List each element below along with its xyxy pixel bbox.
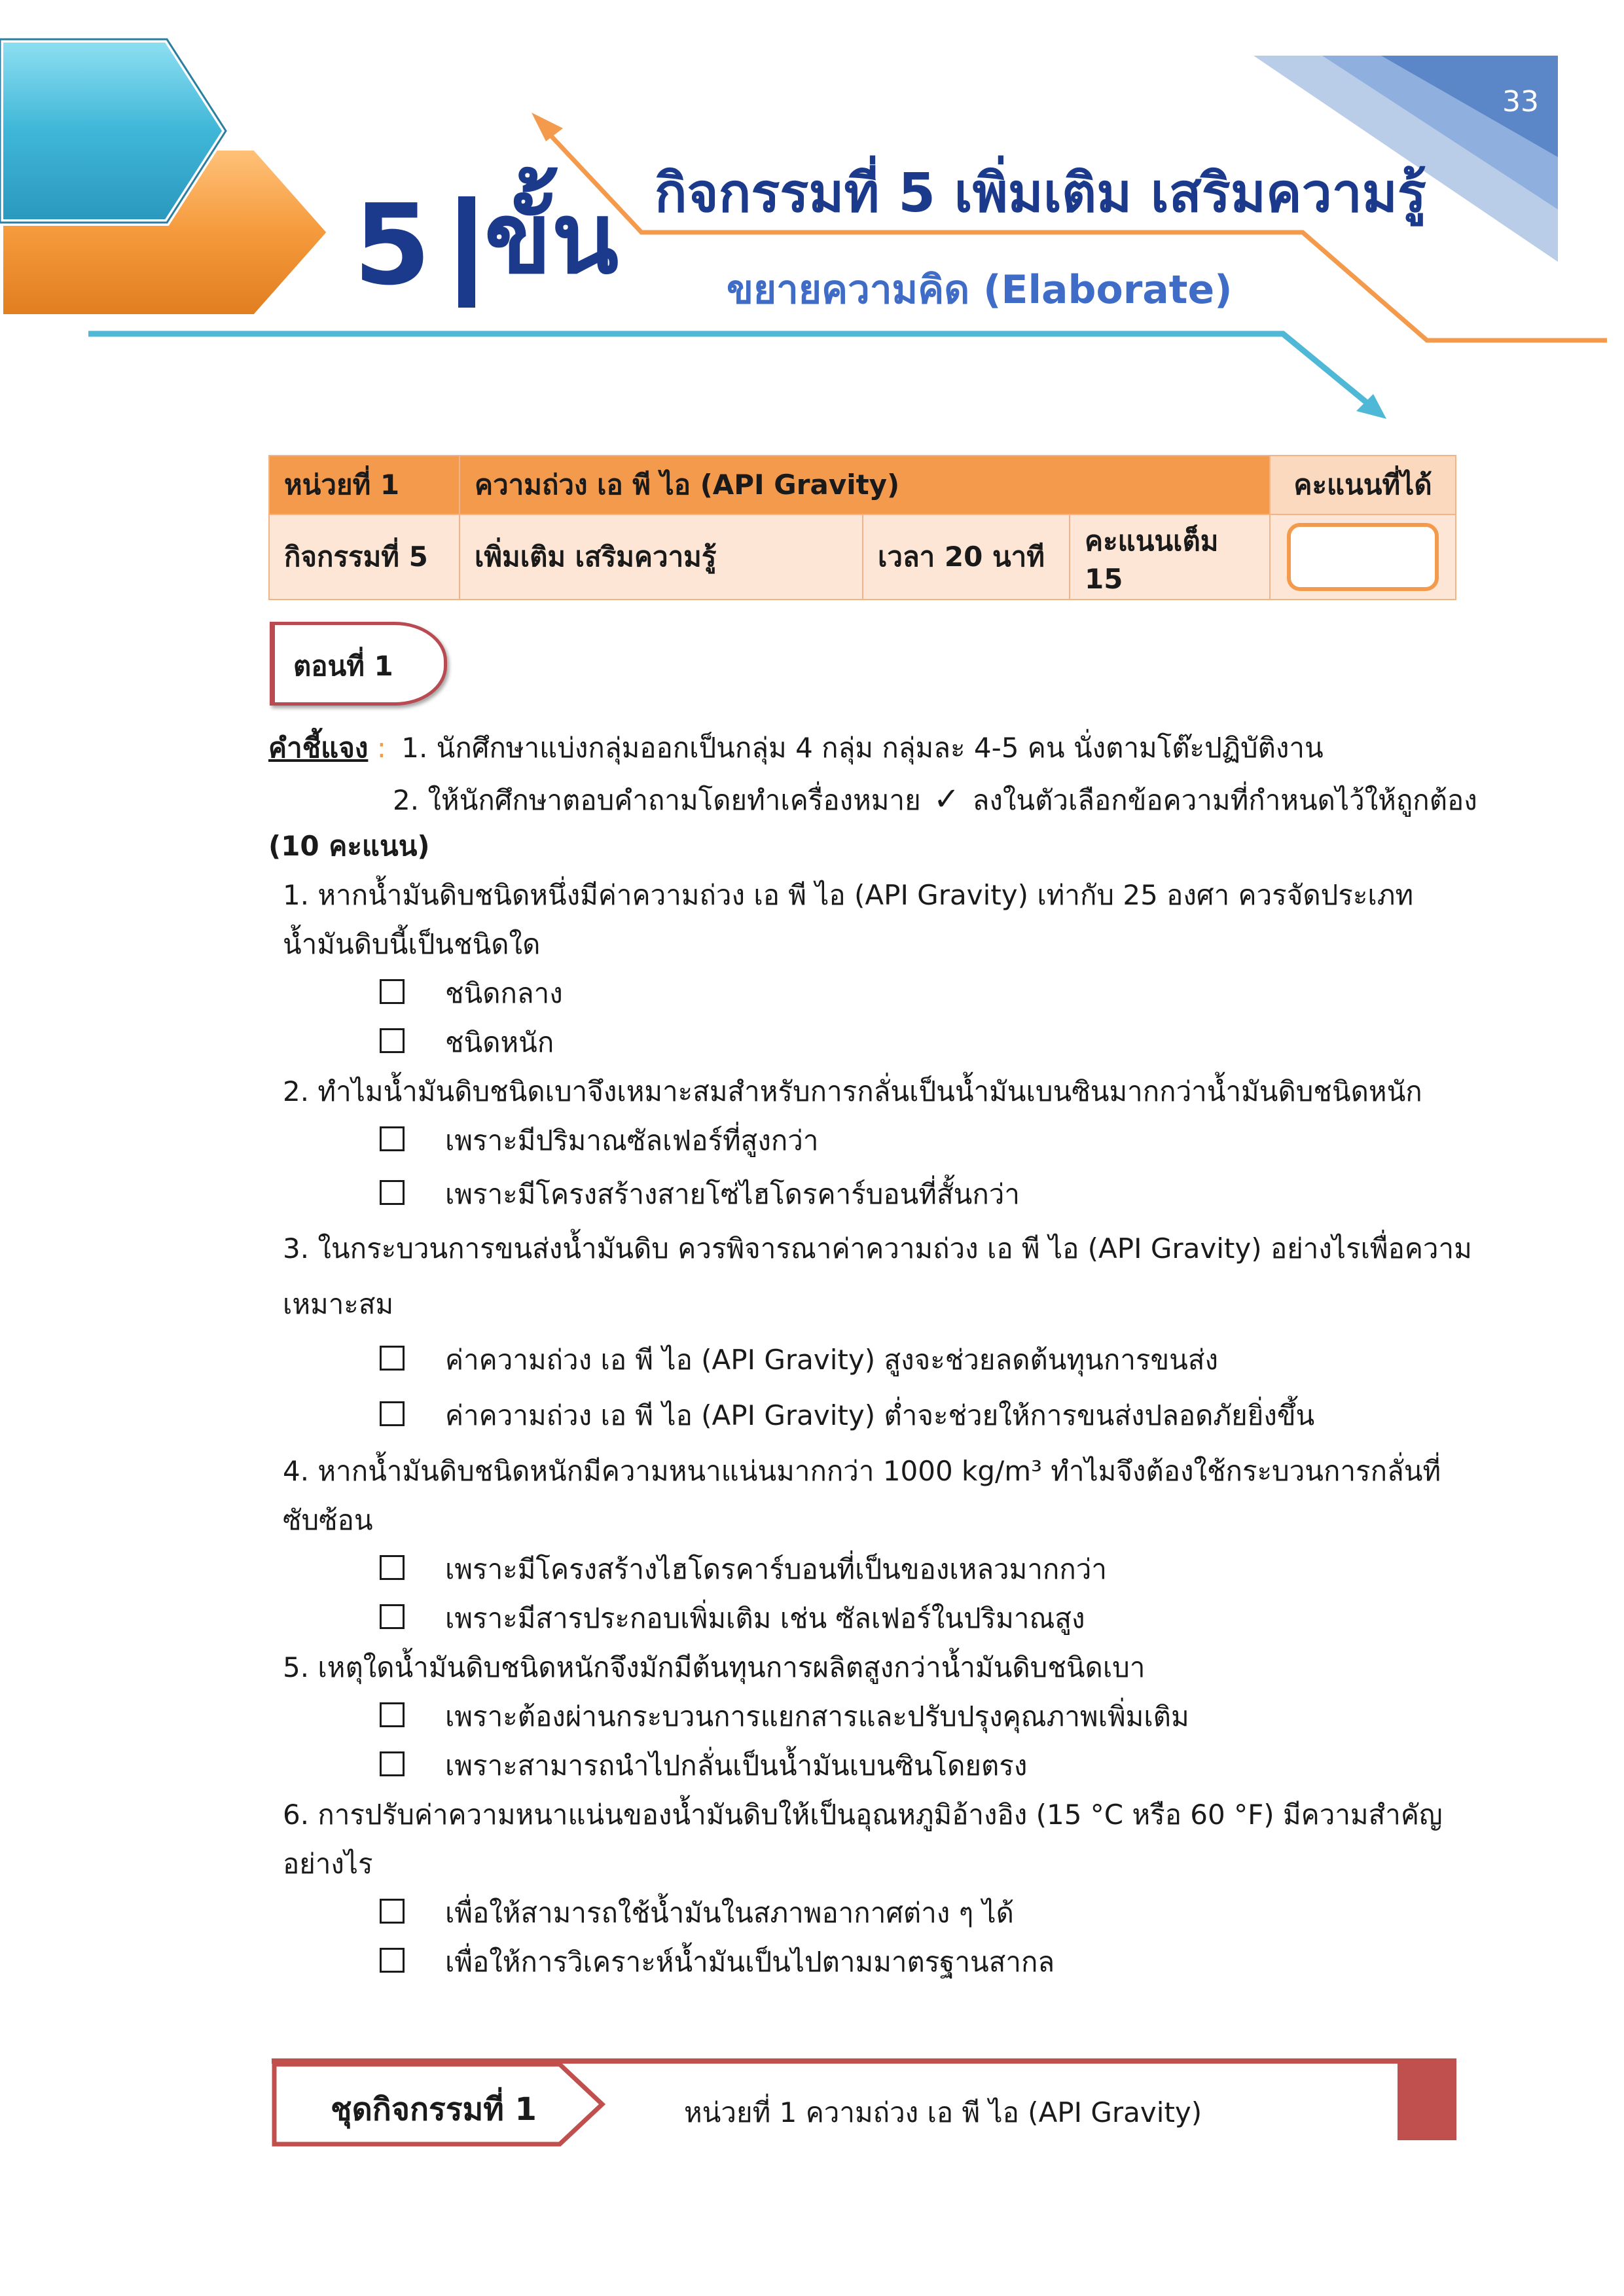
unit-label: หน่วยที่ 1 <box>269 456 460 514</box>
question-5-text: 5. เหตุใดน้ำมันดิบชนิดหนักจึงมักมีต้นทุนการผลิตสูงกว่าน้ำมันดิบชนิดเบา <box>283 1651 1146 1683</box>
activity-subtitle: ขยายความคิด (Elaborate) <box>727 267 1233 313</box>
footer-unit-text: หน่วยที่ 1 ความถ่วง เอ พี ไอ (API Gravity) <box>684 2096 1202 2128</box>
instructions-colon: : <box>376 732 386 764</box>
question-3-option-1-label: ค่าความถ่วง เอ พี ไอ (API Gravity) สูงจะช่วยลดต้นทุนการขนส่ง <box>445 1344 1219 1376</box>
question-5-option-2-checkbox[interactable] <box>380 1751 405 1776</box>
question-6-option-1-label: เพื่อให้สามารถใช้น้ำมันในสภาพอากาศต่าง ๆ ได้ <box>445 1897 1014 1929</box>
activity-info-table <box>268 455 1456 600</box>
question-2-option-2-checkbox[interactable] <box>380 1180 405 1205</box>
info-row-unit <box>269 456 1456 514</box>
step-word: ขั้น <box>484 182 619 296</box>
activity-label: กิจกรรมที่ 5 <box>269 514 460 600</box>
cyan-arrow-line <box>88 334 1386 419</box>
question-1-option-1-label: ชนิดกลาง <box>445 977 563 1009</box>
question-5-option-2-label: เพราะสามารถนำไปกลั่นเป็นน้ำมันเบนซินโดยตรง <box>445 1749 1028 1782</box>
instructions-points: (10 คะแนน) <box>268 830 430 862</box>
score-input-box[interactable] <box>1287 523 1439 591</box>
question-1-text: 1. หากน้ำมันดิบชนิดหนึ่งมีค่าความถ่วง เอ พี ไอ (API Gravity) เท่ากับ 25 องศา ควรจัดประเภท <box>283 879 1414 911</box>
question-4-text: 4. หากน้ำมันดิบชนิดหนักมีความหนาแน่นมากกว่า 1000 kg/m³ ทำไมจึงต้องใช้กระบวนการกลั่นที่ <box>283 1455 1441 1487</box>
question-1-option-1-checkbox[interactable] <box>380 979 405 1004</box>
question-5-option-1-checkbox[interactable] <box>380 1702 405 1727</box>
info-row-activity <box>269 514 1456 600</box>
footer-accent-block <box>1398 2062 1456 2140</box>
step-divider <box>458 196 475 308</box>
question-2-text: 2. ทำไมน้ำมันดิบชนิดเบาจึงเหมาะสมสำหรับการกลั่นเป็นน้ำมันเบนซินมากกว่าน้ำมันดิบชนิดหนัก <box>283 1075 1422 1107</box>
activity-title: กิจกรรมที่ 5 เพิ่มเติม เสริมความรู้ <box>655 162 1426 224</box>
question-2-option-1-label: เพราะมีปริมาณซัลเฟอร์ที่สูงกว่า <box>445 1124 819 1157</box>
question-2-option-2-label: เพราะมีโครงสร้างสายโซ่ไฮโดรคาร์บอนที่สั้นกว่า <box>445 1178 1020 1210</box>
question-4-option-2-label: เพราะมีสารประกอบเพิ่มเติม เช่น ซัลเฟอร์ในปริมาณสูง <box>445 1602 1085 1634</box>
instruction-2-before: 2. ให้นักศึกษาตอบคำถามโดยทำเครื่องหมาย <box>393 784 921 816</box>
question-4-option-1-label: เพราะมีโครงสร้างไฮโดรคาร์บอนที่เป็นของเหลวมากกว่า <box>445 1553 1107 1585</box>
score-header: คะแนนที่ได้ <box>1270 456 1456 514</box>
question-3-option-2-label: ค่าความถ่วง เอ พี ไอ (API Gravity) ต่ำจะช่วยให้การขนส่งปลอดภัยยิ่งขึ้น <box>445 1399 1315 1431</box>
instructions-label: คำชี้แจง <box>268 732 369 764</box>
question-5-option-1-label: เพราะต้องผ่านกระบวนการแยกสารและปรับปรุงคุณภาพเพิ่มเติม <box>445 1700 1189 1732</box>
time-allotted: เวลา 20 นาที <box>863 514 1070 600</box>
activity-name: เพิ่มเติม เสริมความรู้ <box>460 514 863 600</box>
question-6-option-1-checkbox[interactable] <box>380 1899 405 1924</box>
question-4-option-2-checkbox[interactable] <box>380 1604 405 1629</box>
unit-name: ความถ่วง เอ พี ไอ (API Gravity) <box>460 456 1270 514</box>
score-cell <box>1270 514 1456 600</box>
instruction-2-after: ลงในตัวเลือกข้อความที่กำหนดไว้ให้ถูกต้อง <box>972 784 1477 816</box>
question-3-option-1-checkbox[interactable] <box>380 1346 405 1371</box>
question-6-text: 6. การปรับค่าความหนาแน่นของน้ำมันดิบให้เป็นอุณหภูมิอ้างอิง (15 °C หรือ 60 °F) มีความสำคัญ <box>283 1799 1443 1831</box>
full-score: คะแนนเต็ม 15 <box>1070 514 1270 600</box>
instructions-line-2 <box>393 781 1477 819</box>
instruction-1: 1. นักศึกษาแบ่งกลุ่มออกเป็นกลุ่ม 4 กลุ่ม กลุ่มละ 4-5 คน นั่งตามโต๊ะปฏิบัติงาน <box>401 732 1324 764</box>
question-6-option-2-checkbox[interactable] <box>380 1948 405 1973</box>
question-4-option-1-checkbox[interactable] <box>380 1555 405 1580</box>
question-1-option-2-label: ชนิดหนัก <box>445 1026 554 1058</box>
step-number: 5 <box>353 181 431 310</box>
question-1-option-2-checkbox[interactable] <box>380 1028 405 1053</box>
footer-activity-set: ชุดกิจกรรมที่ 1 <box>331 2091 537 2128</box>
question-6-option-2-label: เพื่อให้การวิเคราะห์น้ำมันเป็นไปตามมาตรฐานสากล <box>445 1946 1055 1978</box>
question-6-text: อย่างไร <box>283 1848 373 1880</box>
page-number: 33 <box>1502 85 1539 118</box>
question-2-option-1-checkbox[interactable] <box>380 1126 405 1151</box>
check-mark-icon: ✓ <box>933 781 960 817</box>
question-3-text: เหมาะสม <box>283 1288 394 1320</box>
question-3-option-2-checkbox[interactable] <box>380 1401 405 1426</box>
instructions-line-1 <box>268 732 1324 764</box>
question-1-text: น้ำมันดิบนี้เป็นชนิดใด <box>283 928 541 960</box>
question-4-text: ซับซ้อน <box>283 1504 373 1536</box>
part-label: ตอนที่ 1 <box>293 650 393 682</box>
question-3-text: 3. ในกระบวนการขนส่งน้ำมันดิบ ควรพิจารณาค่าความถ่วง เอ พี ไอ (API Gravity) อย่างไรเพื่อความ <box>283 1232 1472 1265</box>
